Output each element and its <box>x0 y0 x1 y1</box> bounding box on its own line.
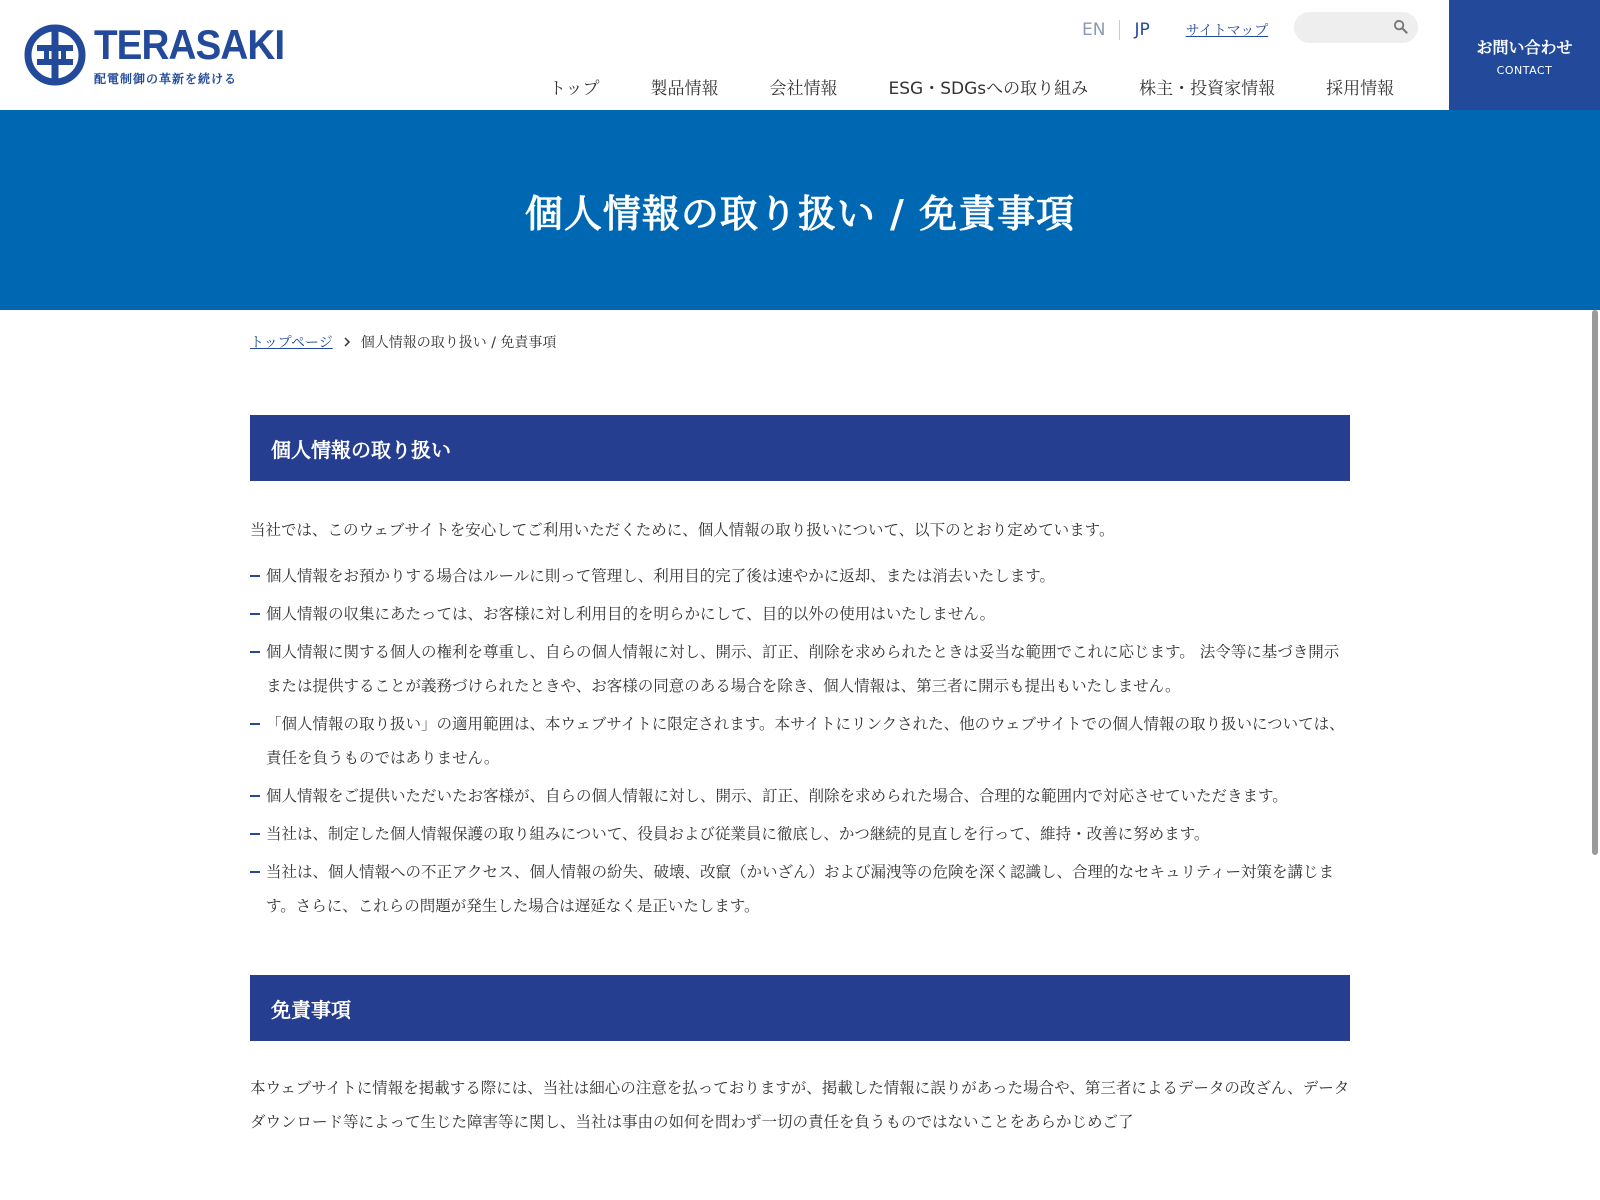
nav-item-top[interactable]: トップ <box>549 79 600 99</box>
scrollbar-thumb[interactable] <box>1592 310 1598 855</box>
dash-bullet-icon <box>250 795 260 797</box>
list-item-text: 個人情報の収集にあたっては、お客様に対し利用目的を明らかにして、目的以外の使用はいたしません。 <box>266 605 996 623</box>
chevron-right-icon <box>343 337 351 347</box>
breadcrumb <box>250 332 556 352</box>
contact-button[interactable] <box>1449 0 1600 110</box>
dash-bullet-icon <box>250 833 260 835</box>
disclaimer-heading: 免責事項 <box>250 975 1350 1041</box>
main-content <box>250 415 1350 1139</box>
nav-item-recruit[interactable]: 採用情報 <box>1326 79 1395 99</box>
page-title: 個人情報の取り扱い / 免責事項 <box>524 191 1076 236</box>
dash-bullet-icon <box>250 575 260 577</box>
privacy-intro: 当社では、このウェブサイトを安心してご利用いただくために、個人情報の取り扱いについて、以下のとおり定めています。 <box>250 521 1115 539</box>
nav-item-ir[interactable]: 株主・投資家情報 <box>1139 79 1276 99</box>
list-item <box>250 559 1350 593</box>
utility-bar <box>1068 14 1268 46</box>
list-item <box>250 635 1350 703</box>
contact-label: お問い合わせ <box>1476 38 1573 57</box>
dash-bullet-icon <box>250 723 260 725</box>
lang-jp-link[interactable]: JP <box>1134 20 1150 40</box>
site-header <box>0 0 1600 110</box>
search-icon[interactable] <box>1393 19 1408 34</box>
disclaimer-text: 本ウェブサイトに情報を掲載する際には、当社は細心の注意を払っておりますが、掲載した情報に誤りがあった場合や、第三者によるデータの改ざん、データダウンロード等によって生じた障害等に関し、当社は事由の如何を問わず一切の責任を負うものではないことをあらかじめご了 <box>250 1079 1350 1131</box>
page-hero <box>0 110 1600 310</box>
lang-en-link[interactable]: EN <box>1068 20 1120 40</box>
privacy-heading: 個人情報の取り扱い <box>250 415 1350 481</box>
dash-bullet-icon <box>250 613 260 615</box>
dash-bullet-icon <box>250 871 260 873</box>
logo-mark-icon <box>24 24 86 86</box>
nav-item-esg[interactable]: ESG・SDGsへの取り組み <box>888 79 1089 99</box>
list-item-text: 「個人情報の取り扱い」の適用範囲は、本ウェブサイトに限定されます。本サイトにリンクされた、他のウェブサイトでの個人情報の取り扱いについては、責任を負うものではありません。 <box>266 715 1345 767</box>
list-item-text: 当社は、個人情報への不正アクセス、個人情報の紛失、破壊、改竄（かいざん）および漏洩等の危険を深く認識し、合理的なセキュリティー対策を講じます。さらに、これらの問題が発生した場合は遅延なく是正いたします。 <box>266 863 1334 915</box>
nav-item-company[interactable]: 会社情報 <box>769 79 838 99</box>
dash-bullet-icon <box>250 651 260 653</box>
list-item-text: 個人情報をお預かりする場合はルールに則って管理し、利用目的完了後は速やかに返却、または消去いたします。 <box>266 567 1055 585</box>
list-item <box>250 855 1350 923</box>
contact-sublabel: CONTACT <box>1496 64 1553 77</box>
main-nav <box>549 74 1394 99</box>
list-item-text: 個人情報に関する個人の権利を尊重し、自らの個人情報に対し、開示、訂正、削除を求められたときは妥当な範囲でこれに応じます。 法令等に基づき開示または提供することが義務づけられたときや、お客様の同意のある場合を除き、個人情報は、第三者に開示も提出もいたしません。 <box>266 643 1340 695</box>
breadcrumb-home-link[interactable]: トップページ <box>250 335 333 351</box>
logo-tagline: 配電制御の革新を続ける <box>94 72 238 86</box>
terasaki-logo[interactable] <box>24 21 301 87</box>
list-item <box>250 707 1350 775</box>
logo-name: TERASAKI <box>94 21 285 68</box>
list-item-text: 当社は、制定した個人情報保護の取り組みについて、役員および従業員に徹底し、かつ継続的見直しを行って、維持・改善に努めます。 <box>266 825 1210 843</box>
privacy-list <box>250 559 1350 923</box>
search-input[interactable] <box>1294 12 1418 43</box>
list-item <box>250 817 1350 851</box>
sitemap-link[interactable]: サイトマップ <box>1185 23 1269 39</box>
list-item <box>250 597 1350 631</box>
nav-item-products[interactable]: 製品情報 <box>650 79 719 99</box>
list-item <box>250 779 1350 813</box>
breadcrumb-current: 個人情報の取り扱い / 免責事項 <box>360 335 557 351</box>
list-item-text: 個人情報をご提供いただいたお客様が、自らの個人情報に対し、開示、訂正、削除を求められた場合、合理的な範囲内で対応させていただきます。 <box>266 787 1288 805</box>
